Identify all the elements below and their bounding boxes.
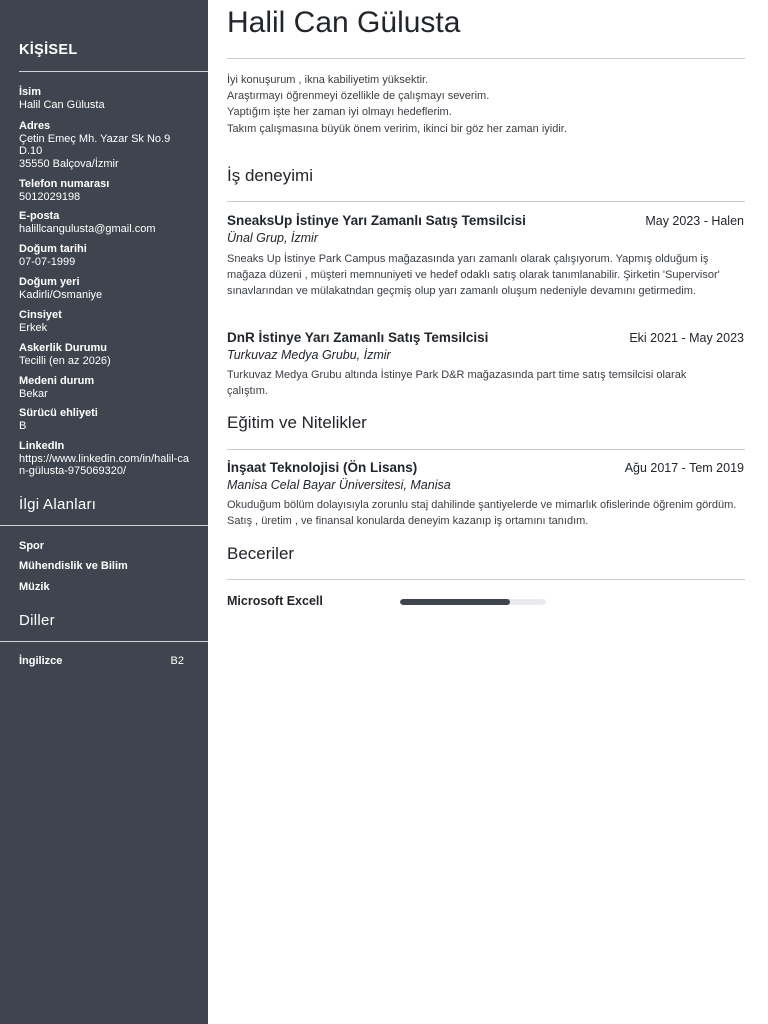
personal-divider [19, 71, 208, 72]
field-birth-date [19, 243, 194, 268]
job-description: Sneaks Up İstinye Park Campus mağazasında yarı zamanlı olarak çalışıyorum. Yapmış olduğum iş mağaza düzeni , müşteri memnuniyeti ve hedef odaklı satış olarak tanımlanabilir. Şirketin 'Supervisor' sınavlarından ve mülakatndan geçmiş olup yarı zamanlı oluşum nedeniyle devamını getirmedim. [227, 253, 720, 298]
field-value: halillcangulusta@gmail.com [19, 222, 156, 235]
field-phone [19, 178, 194, 203]
field-label: Cinsiyet [19, 309, 62, 321]
skill-level-fill [400, 599, 510, 605]
field-marital [19, 375, 194, 400]
field-value: 07-07-1999 [19, 255, 76, 268]
field-label: E-posta [19, 210, 60, 222]
field-gender [19, 309, 194, 334]
summary-line: Takım çalışmasına büyük önem veririm, ikinci bir göz her zaman iyidir. [227, 122, 567, 135]
field-label: Sürücü ehliyeti [19, 407, 98, 419]
education-title: İnşaat Teknolojisi (Ön Lisans) [227, 460, 418, 475]
summary-line: Araştırmayı öğrenmeyi özellikle de çalışmayı severim. [227, 90, 490, 103]
skill-level-bar [400, 599, 546, 605]
field-value: Kadirli/Osmaniye [19, 288, 103, 301]
job-organization: Ünal Grup, İzmir [227, 231, 318, 245]
job-description: Turkuvaz Medya Grubu altında İstinye Park D&R mağazasında part time satış temsilcisi olarak çalıştım. [227, 369, 687, 398]
job-title: SneaksUp İstinye Yarı Zamanlı Satış Temsilcisi [227, 213, 526, 228]
job-title: DnR İstinye Yarı Zamanlı Satış Temsilcisi [227, 330, 489, 345]
field-value: Bekar [19, 387, 48, 400]
field-value: Çetin Emeç Mh. Yazar Sk No.9 D.10 35550 Balçova/İzmir [19, 132, 171, 170]
field-name [19, 86, 194, 111]
title-divider [227, 58, 745, 59]
education-date: Ağu 2017 - Tem 2019 [624, 461, 744, 475]
field-value: Tecilli (en az 2026) [19, 354, 111, 367]
skills-section-title: Beceriler [227, 544, 295, 563]
job-date: May 2023 - Halen [645, 214, 744, 228]
field-email [19, 210, 194, 235]
field-label: LinkedIn [19, 440, 65, 452]
language-name: İngilizce [19, 655, 63, 667]
page-title: Halil Can Gülusta [227, 6, 461, 39]
field-value: 5012029198 [19, 190, 81, 203]
field-value: Erkek [19, 321, 48, 334]
field-label: İsim [19, 86, 42, 98]
education-description: Okuduğum bölüm dolayısıyla zorunlu staj dahilinde şantiyelerde ve mimarlık ofislerinde öğrenim gördüm. Satış , üretim , ve finansal konularda deneyim kazanıp iş ortamını tanıdım. [227, 499, 737, 528]
skills-divider [227, 579, 745, 580]
education-institution: Manisa Celal Bayar Üniversitesi, Manisa [227, 478, 451, 492]
skill-name: Microsoft Excell [227, 594, 323, 608]
field-label: Telefon numarası [19, 178, 110, 190]
field-value: Halil Can Gülusta [19, 98, 105, 111]
experience-divider [227, 201, 745, 202]
education-section-title: Eğitim ve Nitelikler [227, 413, 367, 432]
main-content [208, 0, 768, 1024]
linkedin-link[interactable]: https://www.linkedin.com/in/halil-can-gülusta-975069320/ [19, 452, 189, 477]
field-label: Doğum yeri [19, 276, 80, 288]
language-item [19, 655, 184, 667]
interests-section-title: İlgi Alanları [19, 496, 97, 513]
interest-item: Müzik [19, 581, 50, 593]
field-label: Askerlik Durumu [19, 342, 108, 354]
interests-divider [0, 525, 208, 526]
field-license [19, 407, 194, 432]
languages-section-title: Diller [19, 612, 55, 629]
field-value: B [19, 419, 27, 432]
interest-item: Mühendislik ve Bilim [19, 560, 128, 572]
experience-section-title: İş deneyimi [227, 166, 313, 185]
field-label: Doğum tarihi [19, 243, 87, 255]
job-organization: Turkuvaz Medya Grubu, İzmir [227, 348, 391, 362]
summary-line: Yaptığım işte her zaman iyi olmayı hedeflerim. [227, 106, 452, 119]
job-date: Eki 2021 - May 2023 [629, 331, 744, 345]
field-address [19, 120, 194, 170]
field-birth-place [19, 276, 194, 301]
language-level: B2 [170, 655, 184, 667]
interest-item: Spor [19, 540, 45, 552]
sidebar [0, 0, 208, 1024]
field-label: Medeni durum [19, 375, 95, 387]
field-military [19, 342, 194, 367]
personal-section-title: KİŞİSEL [19, 42, 78, 58]
education-divider [227, 449, 745, 450]
field-linkedin [19, 440, 191, 478]
field-label: Adres [19, 120, 51, 132]
summary [227, 72, 747, 137]
summary-line: İyi konuşurum , ikna kabiliyetim yüksektir. [227, 74, 429, 86]
languages-divider [0, 641, 208, 642]
